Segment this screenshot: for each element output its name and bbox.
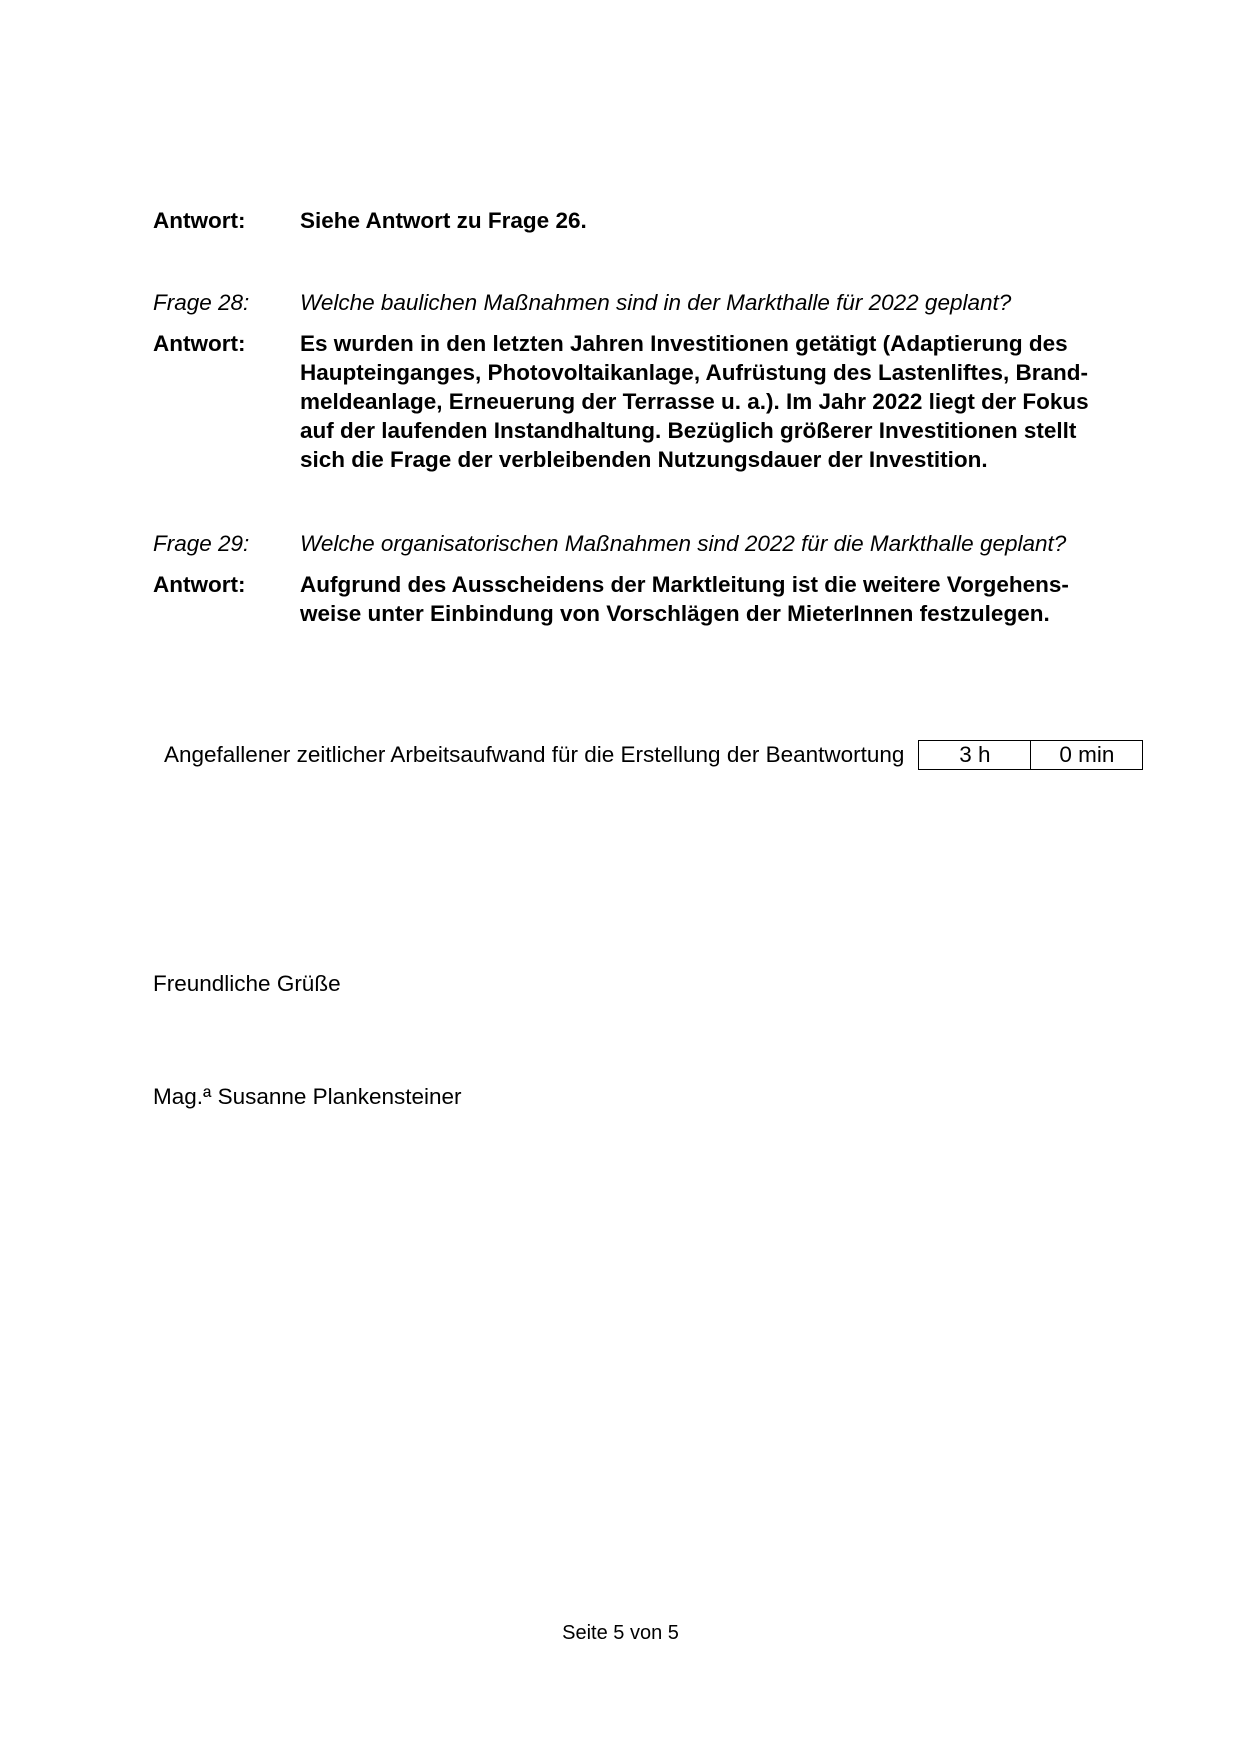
effort-hours: 3 h [959, 742, 991, 767]
question-block-28 [153, 288, 1153, 474]
effort-table [918, 740, 1143, 770]
question-label: Frage 29: [153, 531, 250, 556]
answer-line: Haupteinganges, Photovoltaikanlage, Aufrüstung des Lastenliftes, Brand- [300, 360, 1089, 385]
effort-minutes: 0 min [1030, 741, 1142, 769]
answer-row [153, 570, 1153, 628]
answer-label: Antwort: [153, 572, 246, 597]
answer-text [300, 329, 1153, 474]
question-label: Frage 28: [153, 290, 250, 315]
answer-line: weise unter Einbindung von Vorschlägen der MieterInnen festzulegen. [300, 601, 1050, 626]
answer-text: Siehe Antwort zu Frage 26. [300, 208, 587, 233]
answer-row [153, 329, 1153, 474]
question-row [153, 529, 1153, 558]
answer-line: Es wurden in den letzten Jahren Investitionen getätigt (Adaptierung des [300, 331, 1068, 356]
closing-text: Freundliche Grüße [153, 971, 341, 996]
answer-line: sich die Frage der verbleibenden Nutzungsdauer der Investition. [300, 447, 988, 472]
effort-label: Angefallener zeitlicher Arbeitsaufwand für die Erstellung der Beantwortung [164, 742, 905, 767]
question-text: Welche baulichen Maßnahmen sind in der Markthalle für 2022 geplant? [300, 290, 1012, 315]
answer-row [153, 206, 1153, 235]
page-number: Seite 5 von 5 [562, 1622, 679, 1644]
answer-line: meldeanlage, Erneuerung der Terrasse u. a.). Im Jahr 2022 liegt der Fokus [300, 389, 1089, 414]
question-text: Welche organisatorischen Maßnahmen sind 2022 für die Markthalle geplant? [300, 531, 1067, 556]
answer-text [300, 570, 1153, 628]
signature-name: Mag.ª Susanne Plankensteiner [153, 1084, 462, 1109]
answer-label: Antwort: [153, 331, 246, 356]
answer-block-27 [153, 206, 1153, 235]
question-row [153, 288, 1153, 317]
answer-label: Antwort: [153, 208, 246, 233]
answer-line: auf der laufenden Instandhaltung. Bezüglich größerer Investitionen stellt [300, 418, 1077, 443]
question-block-29 [153, 529, 1153, 628]
answer-line: Aufgrund des Ausscheidens der Marktleitung ist die weitere Vorgehens- [300, 572, 1069, 597]
effort-row [164, 740, 1143, 770]
